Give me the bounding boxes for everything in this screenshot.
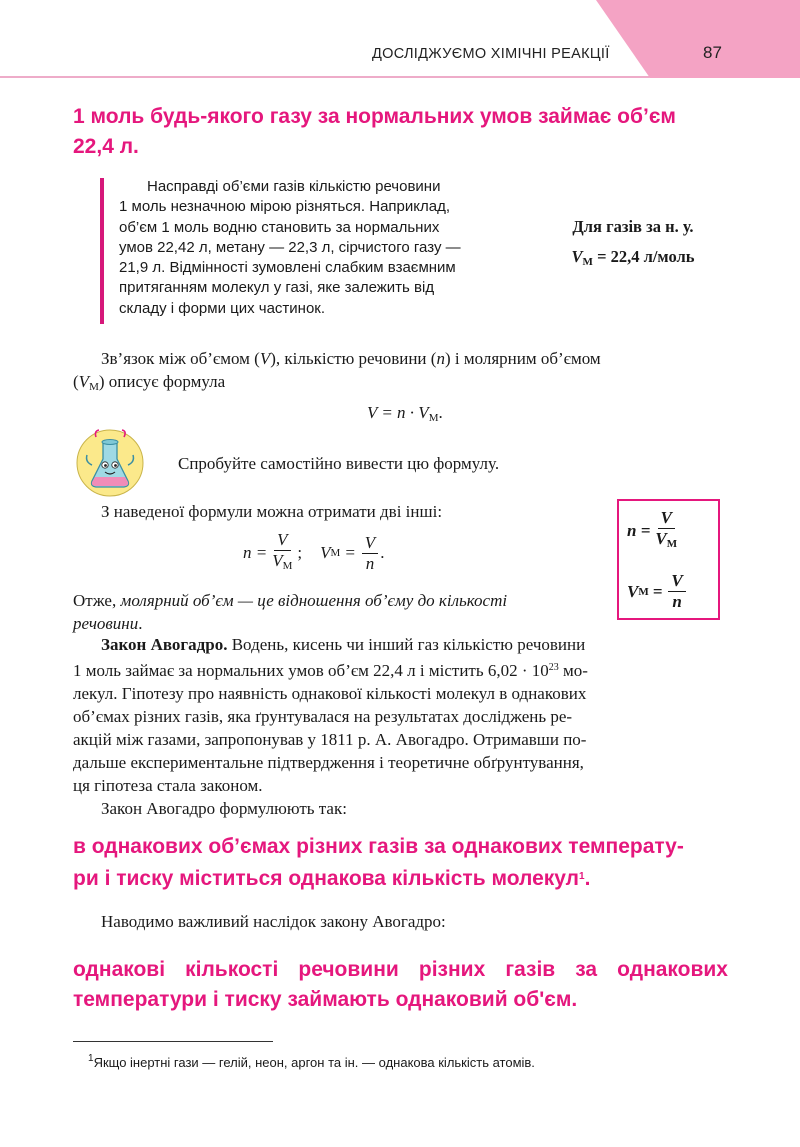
flask-mascot-icon	[72, 425, 152, 497]
main-formula: $V = n \cdot V_М$.	[367, 403, 443, 424]
molar-volume-definition: Отже, молярний об’єм — це відношення об’єму до кількості речовини.	[73, 591, 508, 633]
note-paragraph: Насправді об’єми газів кількістю речовини 1 моль незначною мірою різняться. Наприклад, об’єм 1 моль водню становить за нормальних умов 22,42 л, метану — 22,3 л, сірчистого газу — 21,9 л. Відмінності зумовлені слабким взаємним притяганням молекул у газі, яке залежить від складу і форми цих частинок.	[119, 178, 461, 317]
derived-formulas: n = $\frac{V}{V_М}$ ; V М = $\frac{V}{n}$ .	[243, 530, 385, 573]
side-note-gas-volume: Для газів за н. у. $V_М = 22,4$ л/моль	[571, 217, 695, 268]
header-band	[0, 0, 800, 80]
footnote: $^1$Якщо інертні гази — гелій, неон, аргон та ін. — однакова кількість атомів.	[88, 1053, 535, 1070]
avogadro-law-statement: в однакових об’ємах різних газів за однакових температу- ри і тиску міститься однакова кількість молекул$^1$.	[73, 835, 684, 890]
footnote-divider	[73, 1041, 273, 1042]
section-title: ДОСЛІДЖУЄМО ХІМІЧНІ РЕАКЦІЇ	[372, 46, 610, 62]
boxed-formula-vm: V М = $\frac{V}{n}$	[627, 571, 688, 612]
boxed-formula-n: n = $\frac{V}{V_М}$	[627, 508, 678, 550]
formula-box	[617, 499, 720, 620]
avogadro-paragraph: Закон Авогадро. Водень, кисень чи інший газ кількістю речовини 1 моль займає за нормальних умов об’єм 22,4 л і містить $6,02 \cdot 10^{23}$ мо- лекул. Гіпотезу про наявність однакової кількості молекул в однакових об’ємах різних газів, яка ґрунтувалася на результатах досліджень ре- акцій між газами, запропонував у 1811 р. А. Авогадро. Отримавши по- дальше експериментальне підтвердження і теоретичне обґрунтування, ця гіпотеза стала законом. Закон Авогадро формулюють так:	[73, 635, 588, 818]
headline-molar-volume: 1 моль будь-якого газу за нормальних умов займає об’єм 22,4 л.	[73, 105, 676, 158]
relation-paragraph: Зв’язок між об’ємом (V), кількістю речовини (n) і молярним об’ємом $(V_М)$ описує формула	[73, 349, 601, 393]
consequence-intro: Наводимо важливий наслідок закону Авогадро:	[101, 912, 446, 931]
avogadro-consequence: однакові кількості речовини різних газів за однакових температури і тиску займають однаковий об'єм.	[73, 958, 728, 1011]
note-accent-bar	[100, 178, 104, 324]
page-number: 87	[703, 43, 722, 62]
try-it-prompt: Спробуйте самостійно вивести цю формулу.	[178, 454, 500, 473]
derived-intro: З наведеної формули можна отримати дві інші:	[101, 502, 443, 521]
